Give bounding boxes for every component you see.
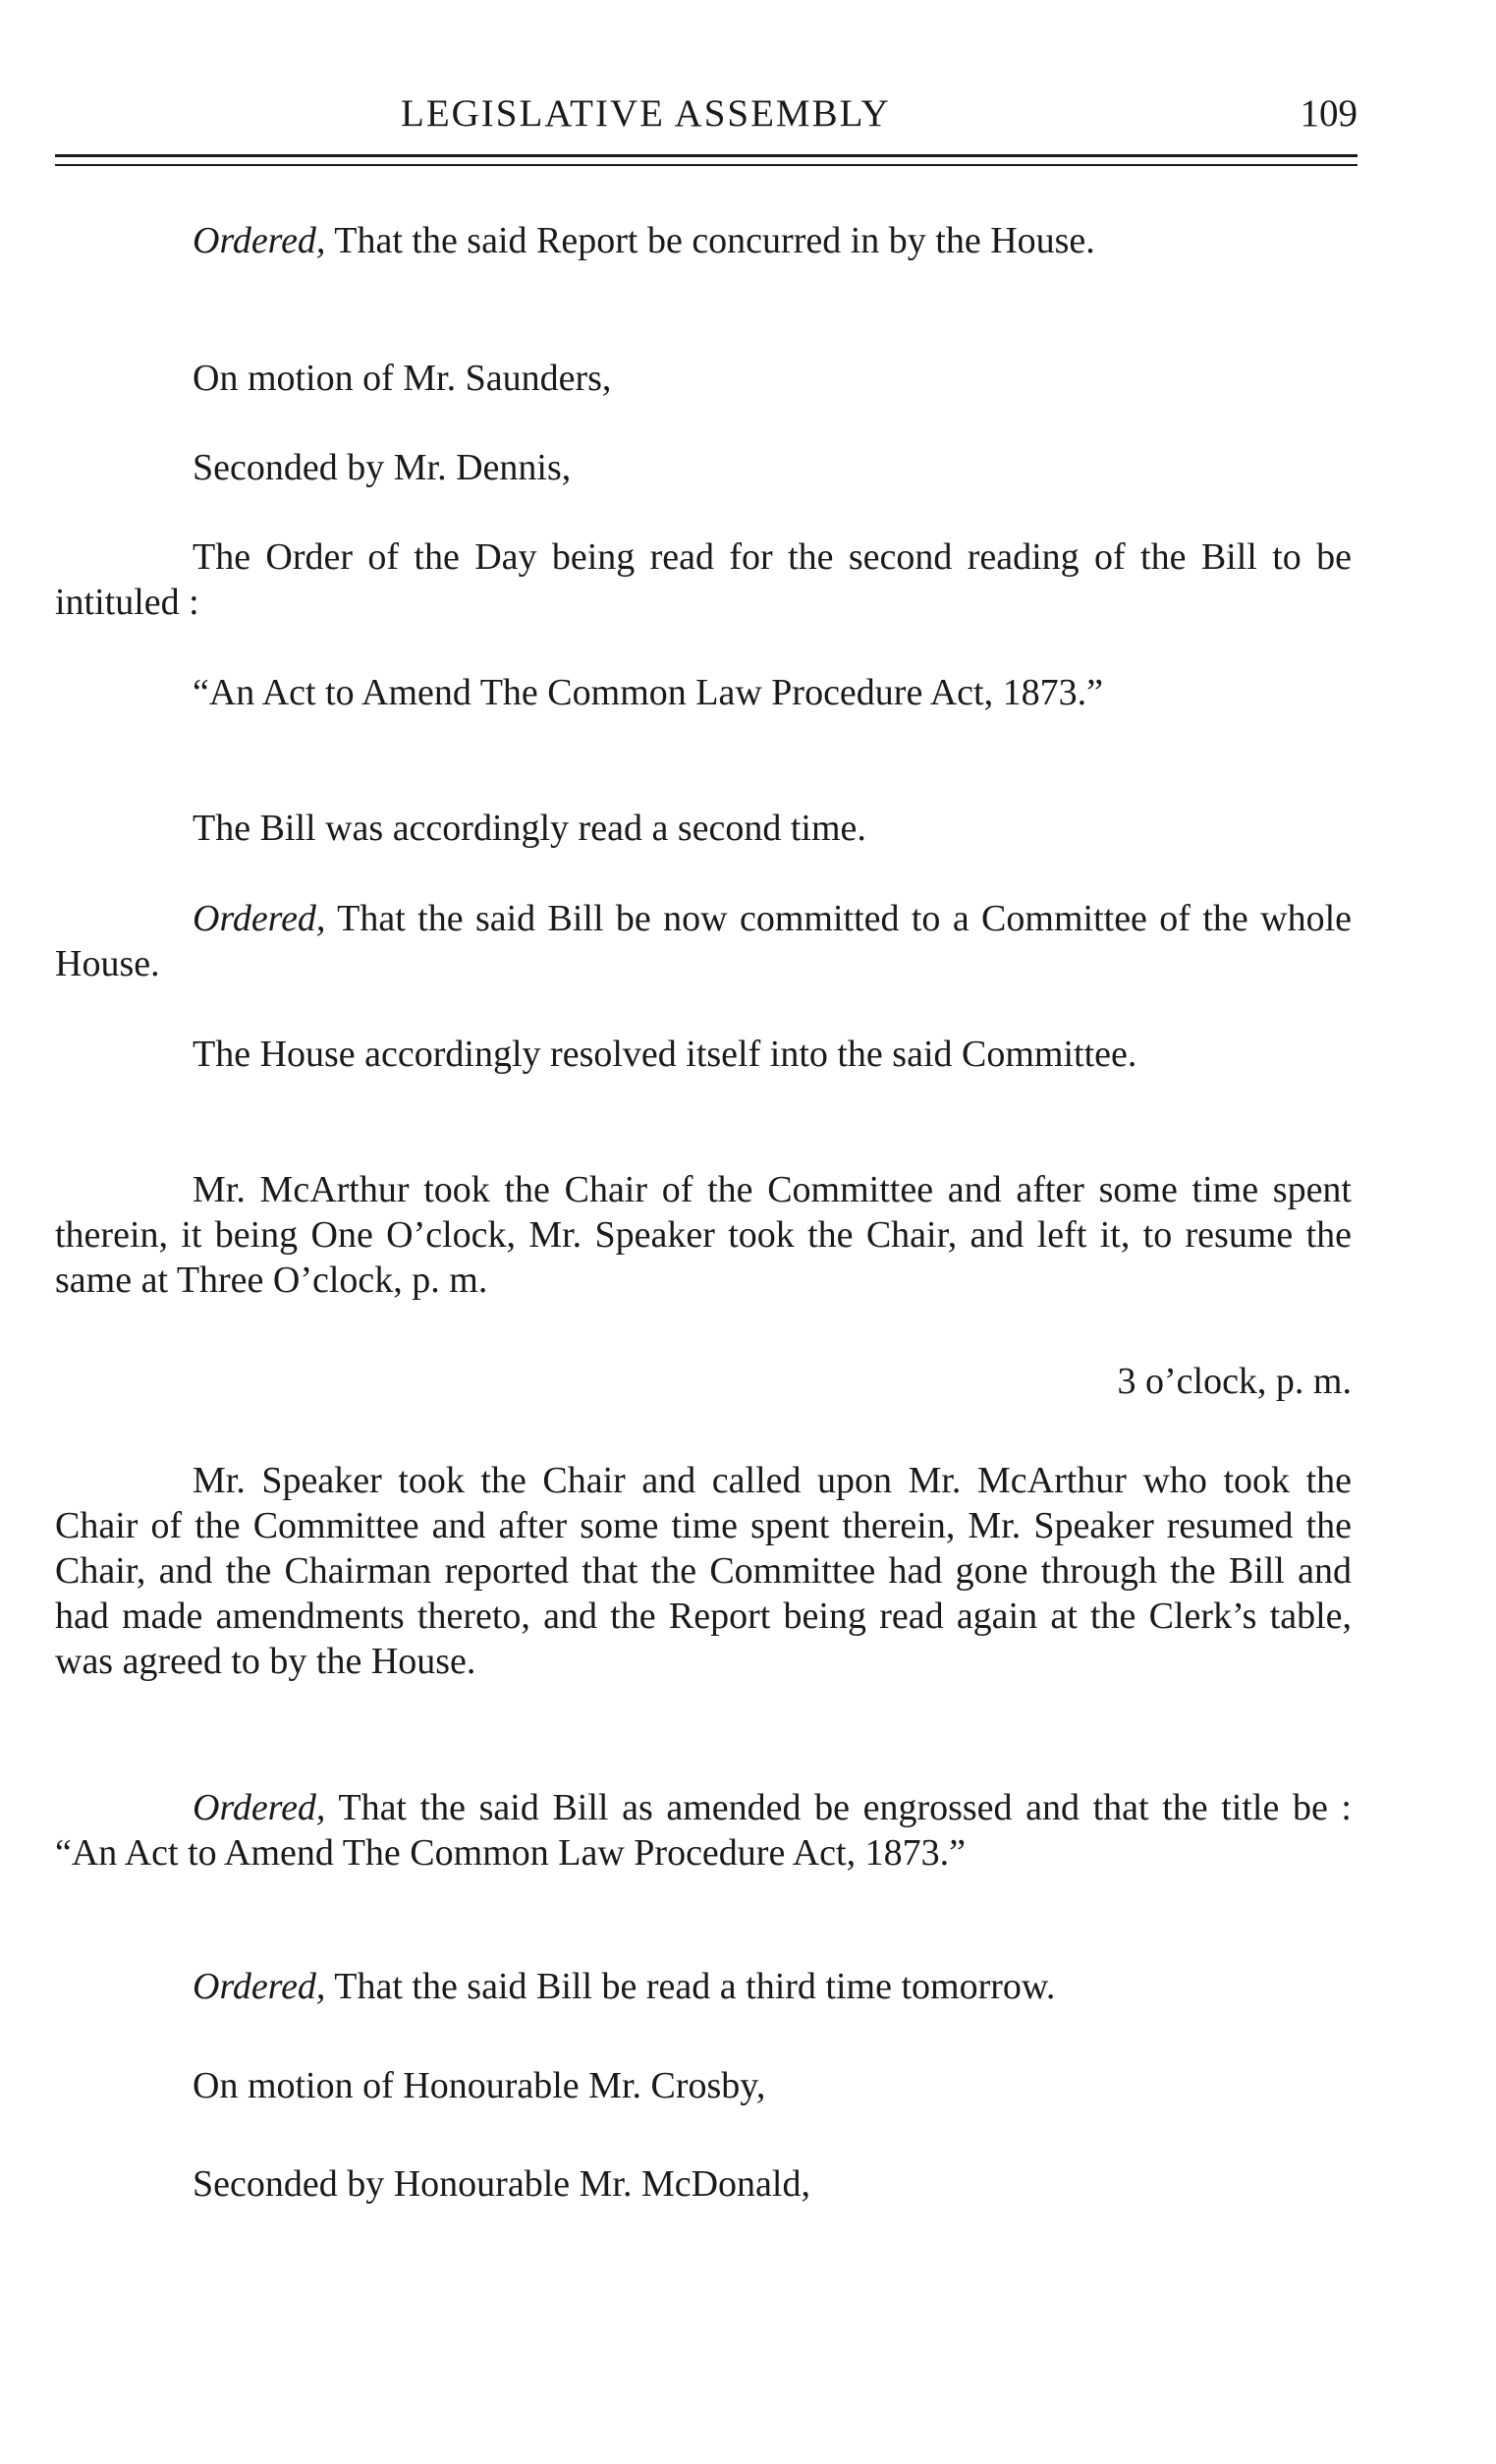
ordered-lead: Ordered, [193,220,326,261]
paragraph-bill-title [55,670,1352,715]
ordered-lead: Ordered, [193,898,326,939]
paragraph-text: The House accordingly resolved itself into the said Committee. [193,1034,1137,1075]
paragraph-mcarthur-chair [55,1167,1352,1303]
time-marker [55,1359,1352,1404]
paragraph-ordered-third-reading [55,1964,1352,2009]
paragraph-speaker-report [55,1458,1352,1684]
paragraph-ordered-report [55,218,1352,263]
ordered-lead: Ordered, [193,1787,326,1828]
paragraph-ordered-committed [55,896,1352,986]
paragraph-second-reading [55,806,1352,851]
paragraph-text: On motion of Mr. Saunders, [193,358,612,399]
running-header [55,90,1357,138]
paragraph-text: Mr. Speaker took the Chair and called upon Mr. McArthur who took the Chair of the Committee and after some time spent therein, Mr. Speaker resumed the Chair, and the Chairman reported that the Committee had gone through the Bill and had made amendments thereto, and the Report being read again at the Clerk’s table, was agreed to by the House. [55,1460,1352,1682]
paragraph-ordered-engrossed [55,1785,1352,1876]
paragraph-text: That the said Bill be now committed to a Committee of the whole House. [55,898,1352,984]
ordered-lead: Ordered, [193,1966,326,2007]
paragraph-motion-crosby [55,2063,1352,2108]
paragraph-text: “An Act to Amend The Common Law Procedure Act, 1873.” [193,672,1103,713]
header-rule-bottom [55,164,1357,166]
paragraph-text: Mr. McArthur took the Chair of the Committee and after some time spent therein, it being One O’clock, Mr. Speaker took the Chair, and left it, to resume the same at Three O’clock, p. m. [55,1169,1352,1301]
paragraph-motion-saunders [55,356,1352,401]
header-rule-top [55,154,1357,157]
paragraph-text: On motion of Honourable Mr. Crosby, [193,2065,766,2106]
paragraph-seconded-mcdonald [55,2161,1352,2207]
paragraph-text: The Order of the Day being read for the second reading of the Bill to be intituled : [55,536,1352,623]
paragraph-text: Seconded by Mr. Dennis, [193,447,572,488]
paragraph-seconded-dennis [55,445,1352,490]
paragraph-house-resolved [55,1032,1352,1077]
paragraph-text: Seconded by Honourable Mr. McDonald, [193,2163,810,2205]
paragraph-text: That the said Bill as amended be engrossed and that the title be : “An Act to Amend The Common Law Procedure Act, 1873.” [55,1787,1352,1874]
paragraph-text: That the said Report be concurred in by the House. [325,220,1095,261]
paragraph-order-of-day [55,534,1352,625]
paragraph-text: That the said Bill be read a third time tomorrow. [325,1966,1056,2007]
header-title: LEGISLATIVE ASSEMBLY [401,92,891,135]
paragraph-text: 3 o’clock, p. m. [1117,1361,1352,1402]
paragraph-text: The Bill was accordingly read a second time. [193,808,866,849]
page-number: 109 [1300,92,1357,135]
